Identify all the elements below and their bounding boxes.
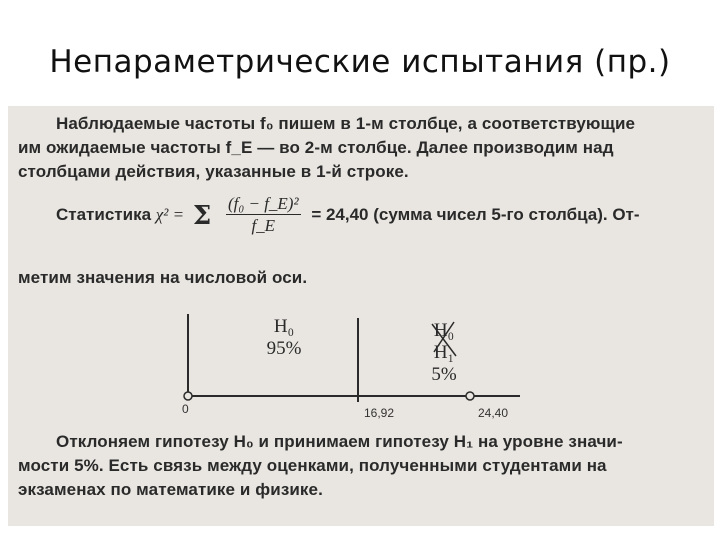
stat-suffix: = 24,40 (сумма чисел 5-го столбца). От- [311,204,640,224]
paragraph-observed-frequencies [18,112,635,184]
region-accept-label [254,316,314,360]
hypothesis-h0: H₀ [273,316,295,337]
text-line: столбцами действия, указанные в 1-й строке. [18,162,409,181]
percent-5: 5% [431,364,457,385]
number-axis-diagram [8,302,714,430]
chi-square-formula [56,194,640,237]
text-line: Наблюдаемые частоты f₀ пишем в 1-м столбце, а соответствующие [56,114,636,133]
tick-label-zero: 0 [182,402,189,416]
zero-point [184,392,192,400]
region-reject-label [420,320,468,386]
fraction-numerator: (f₀ − f_E)² [227,194,299,213]
axis-svg [8,302,714,430]
hypothesis-h1: H₁ [433,342,455,363]
tick-label-critical: 16,92 [364,406,395,420]
fraction-denominator: f_E [251,216,276,235]
text-line: им ожидаемые частоты f_E — во 2-м столбце. Далее производим над [18,138,614,157]
text-line: Отклоняем гипотезу H₀ и принимаем гипотезу H₁ на уровне значи- [56,432,623,451]
statistic-point [466,392,474,400]
text-line: экзаменах по математике и физике. [18,480,323,499]
text-line: метим значения на числовой оси. [18,268,308,287]
paragraph-conclusion [18,430,623,502]
fraction [226,194,301,237]
text-line: мости 5%. Есть связь между оценками, полученными студентами на [18,456,607,475]
tick-label-statistic: 24,40 [478,406,509,420]
slide-title: Непараметрические испытания (пр.) [49,44,671,80]
paragraph-number-axis [18,266,307,290]
percent-95: 95% [266,338,302,359]
chi-symbol: χ² = [155,204,185,224]
scanned-textbook-page [8,106,714,526]
hypothesis-h0-crossed: H₀ [433,320,455,341]
stat-prefix: Статистика [56,204,152,224]
sigma-symbol: Σ [192,200,212,231]
